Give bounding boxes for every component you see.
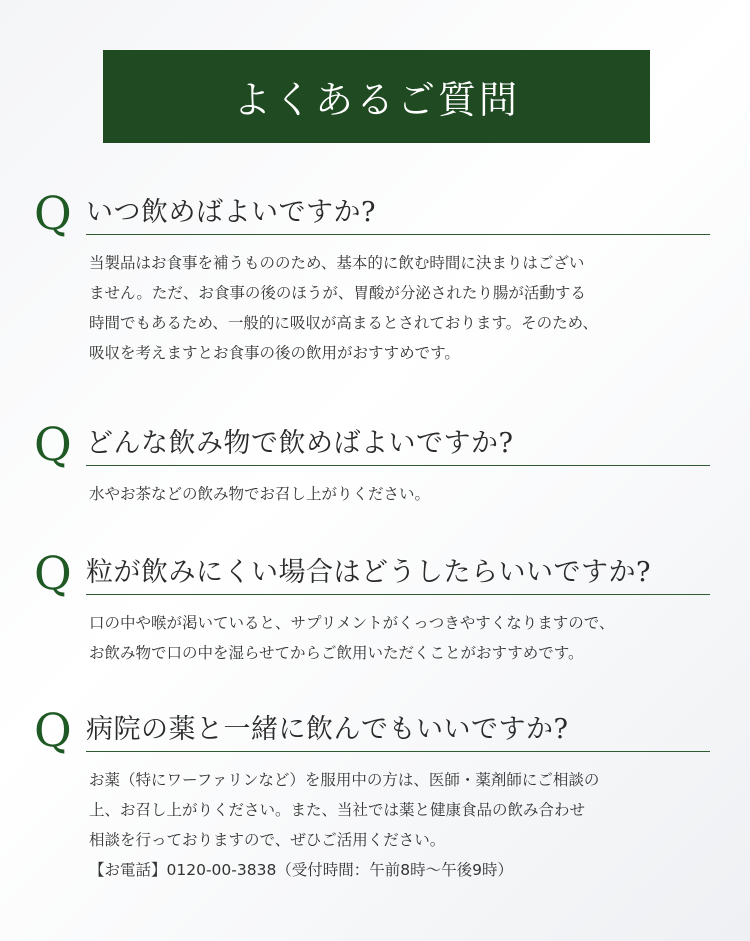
phone-info: 【お電話】0120-00-3838（受付時間：午前8時〜午後9時） [89,861,514,879]
question-divider [86,465,710,466]
question-row [34,703,710,757]
question-text: 病院の薬と一緒に飲んでもいいですか? [86,714,569,745]
question-text: いつ飲めばよいですか? [86,197,376,228]
answer-line: お飲み物で口の中を湿らせてからご飲用いただくことがおすすめです。 [89,644,584,662]
question-row [34,417,710,471]
answer [89,236,709,368]
answer-line: お薬（特にワーファリンなど）を服用中の方は、医師・薬剤師にご相談の [89,771,600,789]
answer-line: 時間でもあるため、一般的に吸収が高まるとされております。そのため、 [89,314,599,332]
q-mark: Q [34,546,72,600]
question-text: どんな飲み物で飲めばよいですか? [86,428,514,459]
answer-line: 当製品はお食事を補うもののため、基本的に飲む時間に決まりはござい [89,254,585,272]
answer-line: 上、お召し上がりください。また、当社では薬と健康食品の飲み合わせ [89,801,586,819]
answer-line: 吸収を考えますとお食事の後の飲用がおすすめです。 [89,344,460,362]
title-banner [103,50,650,143]
answer-line: ません。ただ、お食事の後のほうが、胃酸が分泌されたり腸が活動する [89,284,586,302]
answer-line: 口の中や喉が渇いていると、サプリメントがくっつきやすくなりますので、 [89,614,615,632]
answer [89,467,709,509]
answer [89,753,709,885]
question-divider [86,751,710,752]
question-divider [86,234,710,235]
q-mark: Q [34,417,72,471]
question-row [34,546,710,600]
q-mark: Q [34,186,72,240]
faq-item-2 [34,417,710,509]
question-row [34,186,710,240]
question-divider [86,594,710,595]
answer [89,596,709,668]
faq-item-1 [34,186,710,368]
faq-item-4 [34,703,710,885]
question-text: 粒が飲みにくい場合はどうしたらいいですか? [86,557,651,588]
answer-line: 水やお茶などの飲み物でお召し上がりください。 [89,485,431,503]
answer-line: 相談を行っておりますので、ぜひご活用ください。 [89,831,446,849]
q-mark: Q [34,703,72,757]
page-title: よくあるご質問 [232,78,520,122]
faq-item-3 [34,546,710,668]
